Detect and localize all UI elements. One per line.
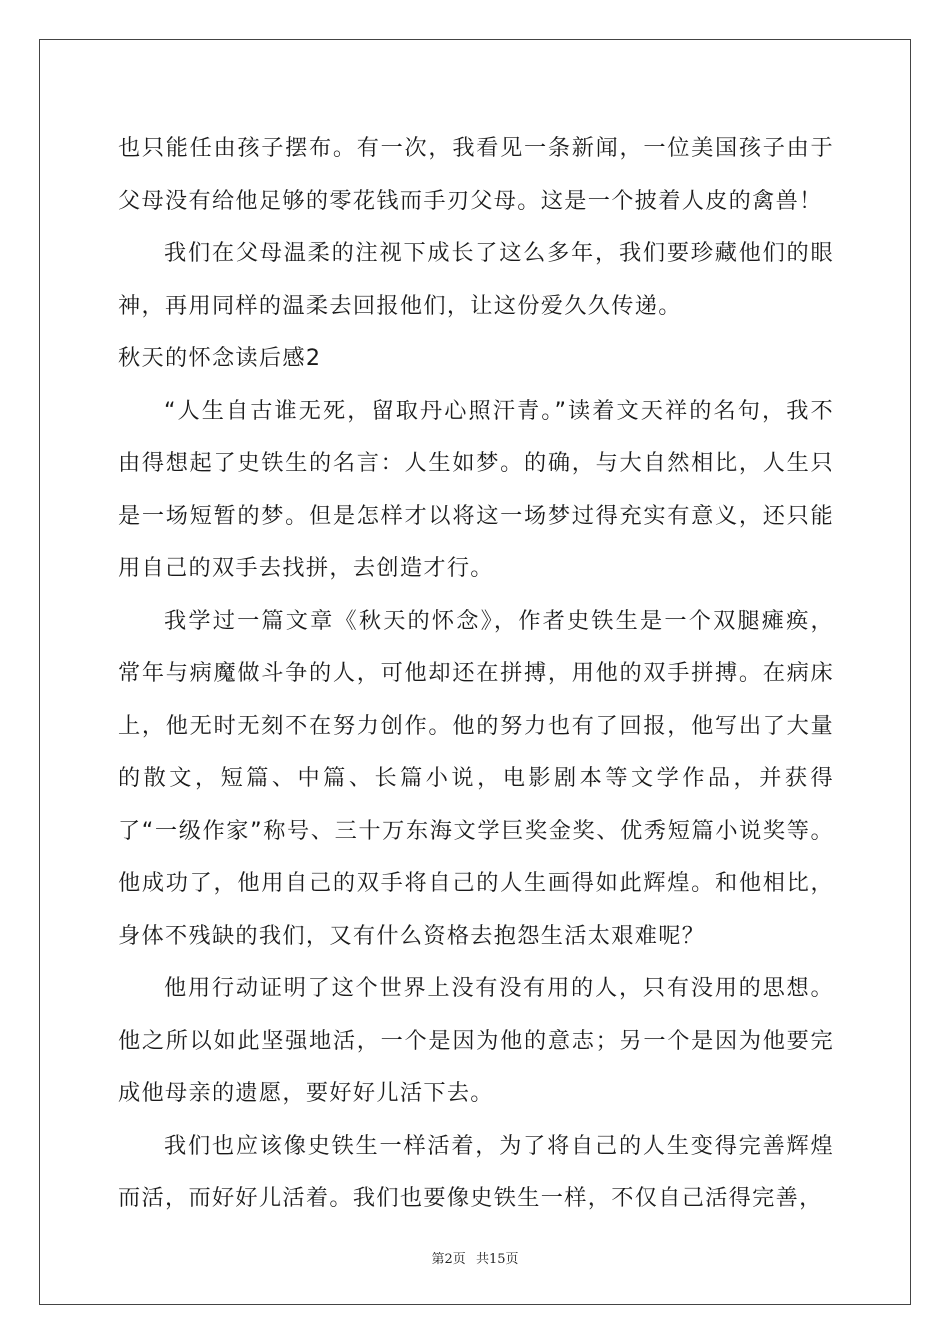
document-body [118,122,834,1225]
paragraph: 也只能任由孩子摆布。有一次，我看见一条新闻，一位美国孩子由于父母没有给他足够的零花钱而手刃父母。这是一个披着人皮的禽兽！ [118,135,834,214]
section-heading: 秋天的怀念读后感2 [118,345,322,371]
page-total: 共15页 [475,1252,519,1267]
paragraph: 我学过一篇文章《秋天的怀念》，作者史铁生是一个双腿瘫痪，常年与病魔做斗争的人，可他却还在拼搏，用他的双手拼搏。在病床上，他无时无刻不在努力创作。他的努力也有了回报，他写出了大量的散文，短篇、中篇、长篇小说，电影剧本等文学作品，并获得了“一级作家”称号、三十万东海文学巨奖金奖、优秀短篇小说奖等。他成功了，他用自己的双手将自己的人生画得如此辉煌。和他相比，身体不残缺的我们，又有什么资格去抱怨生活太艰难呢？ [118,607,834,949]
page-number: 第2页 [431,1252,466,1267]
paragraph: 他用行动证明了这个世界上没有没有用的人，只有没用的思想。他之所以如此坚强地活，一个是因为他的意志；另一个是因为他要完成他母亲的遗愿，要好好儿活下去。 [118,975,834,1106]
paragraph: 我们在父母温柔的注视下成长了这么多年，我们要珍藏他们的眼神，再用同样的温柔去回报他们，让这份爱久久传递。 [118,240,834,319]
paragraph: “人生自古谁无死，留取丹心照汗青。”读着文天祥的名句，我不由得想起了史铁生的名言：人生如梦。的确，与大自然相比，人生只是一场短暂的梦。但是怎样才以将这一场梦过得充实有意义，还只能用自己的双手去找拼，去创造才行。 [118,397,834,581]
paragraph: 我们也应该像史铁生一样活着，为了将自己的人生变得完善辉煌而活，而好好儿活着。我们也要像史铁生一样，不仅自己活得完善， [118,1132,834,1211]
page-footer [0,1248,950,1267]
